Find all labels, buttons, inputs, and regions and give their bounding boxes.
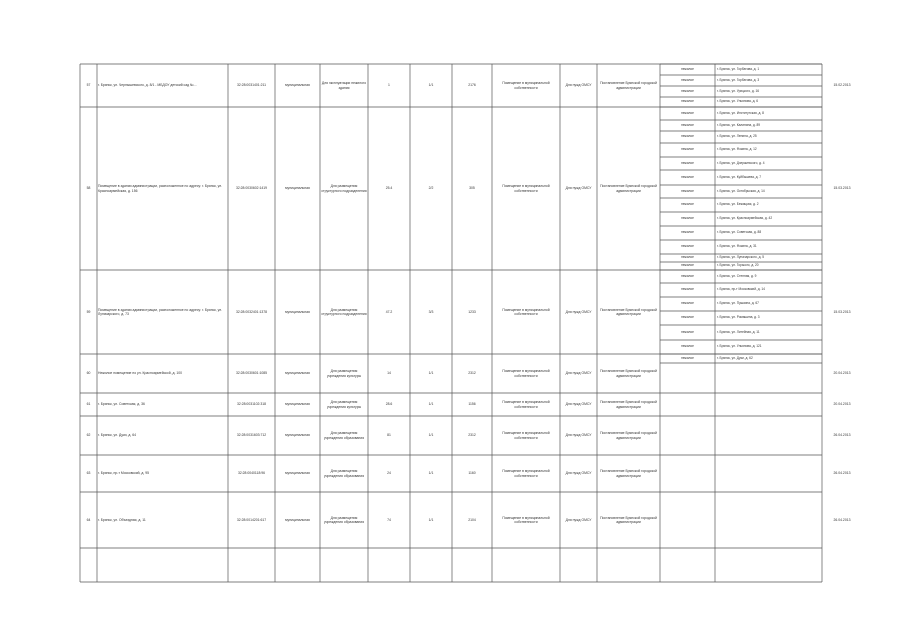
lot-description: г. Брянск, ул. Калинина, д. 89	[717, 122, 761, 127]
record-date: 26.04.2013	[833, 517, 851, 522]
object-address: г. Брянск, ул. Советская, д. 36	[98, 402, 145, 407]
lot-type: нежилое	[681, 174, 694, 179]
lot-description: г. Брянск, ул. Дуки, д. 62	[717, 355, 753, 360]
ownership-level: муниципальная	[285, 433, 310, 438]
object-kind: Помещение в муниципальной собственности	[502, 400, 550, 409]
object-purpose: Для размещения структурного подразделения	[321, 184, 367, 193]
lot-description: г. Брянск, ул. Ромашина, д. 3	[717, 315, 760, 320]
lot-description: г. Брянск, ул. Фокина, д. 12	[717, 147, 757, 152]
record-date: 15.03.2013	[833, 309, 851, 314]
object-purpose: Для размещения учреждения образования	[323, 431, 365, 440]
object-value: 1233	[468, 309, 476, 314]
record-date: 15.03.2013	[833, 186, 851, 191]
object-address: г. Брянск, ул. Объездная, д. 11	[98, 517, 146, 522]
lot-description: г. Брянск, ул. Горького, д. 20	[717, 263, 759, 268]
object-use: Для нужд ОМСУ	[565, 83, 592, 88]
lot-type: нежилое	[681, 99, 694, 104]
object-value: 2104	[468, 517, 476, 522]
record-date: 26.04.2013	[833, 433, 851, 438]
object-floors: 1/1	[428, 83, 434, 88]
object-purpose: Для размещения учреждения культуры	[326, 400, 362, 409]
cadastral-number: 32:28:0031603:712	[236, 433, 267, 438]
object-use: Для нужд ОМСУ	[565, 433, 592, 438]
ownership-level: муниципальная	[285, 186, 310, 191]
legal-document: Постановление Брянской городской администрации	[600, 400, 657, 409]
lot-description: г. Брянск, ул. Куйбышева, д. 7	[717, 174, 762, 179]
object-use: Для нужд ОМСУ	[565, 186, 592, 191]
lot-type: нежилое	[681, 77, 694, 82]
object-purpose: Для размещения учреждения культуры	[326, 369, 362, 378]
object-kind: Помещение в муниципальной собственности	[502, 515, 550, 524]
object-purpose: Для эксплуатации нежилого здания	[321, 81, 367, 90]
lot-description: г. Брянск, ул. Институтская, д. 8	[717, 110, 764, 115]
object-floors: 1/1	[428, 471, 434, 476]
lot-type: нежилое	[681, 287, 694, 292]
legal-document: Постановление Брянской городской администрации	[600, 515, 657, 524]
lot-type: нежилое	[681, 122, 694, 127]
lot-description: г. Брянск, ул. Красноармейская, д. 42	[717, 216, 773, 221]
lot-type: нежилое	[681, 147, 694, 152]
object-use: Для нужд ОМСУ	[565, 471, 592, 476]
cadastral-number: 32:28:0014201:617	[236, 517, 267, 522]
object-floors: 1/1	[428, 371, 434, 376]
object-purpose: Для размещения учреждения образования	[323, 515, 365, 524]
object-value: 1156	[468, 402, 476, 407]
lot-description: г. Брянск, ул. Ульянова, д. 6	[717, 99, 758, 104]
object-floors: 1/1	[428, 402, 434, 407]
object-floors: 3/3	[428, 309, 434, 314]
object-kind: Помещение в муниципальной собственности	[502, 184, 550, 193]
object-use: Для нужд ОМСУ	[565, 402, 592, 407]
object-floors: 1/1	[428, 517, 434, 522]
record-date: 20.04.2013	[833, 371, 851, 376]
lot-type: нежилое	[681, 216, 694, 221]
lot-type: нежилое	[681, 344, 694, 349]
lot-description: г. Брянск, ул. Ленина, д. 25	[717, 134, 757, 139]
object-address: Помещение в здании администрации, расположенное по адресу: г. Брянск, ул. Луначарского, д. 73	[98, 307, 223, 316]
object-area: 25.4	[385, 186, 393, 191]
object-area: 28.6	[385, 402, 393, 407]
lot-type: нежилое	[681, 355, 694, 360]
cadastral-number: 32:28:0030602:1419	[235, 186, 268, 191]
ownership-level: муниципальная	[285, 471, 310, 476]
object-use: Для нужд ОМСУ	[565, 309, 592, 314]
row-number: 63	[86, 471, 91, 476]
lot-type: нежилое	[681, 329, 694, 334]
object-address: г. Брянск, ул. Чернышевского, д. 8/1 - МБДОУ детский сад №...	[98, 83, 197, 88]
row-number: 61	[86, 402, 91, 407]
row-number: 62	[86, 433, 91, 438]
object-value: 1160	[468, 471, 476, 476]
lot-type: нежилое	[681, 273, 694, 278]
lot-type: нежилое	[681, 255, 694, 260]
object-address: г. Брянск, ул. Дуки, д. 64	[98, 433, 136, 438]
object-use: Для нужд ОМСУ	[565, 517, 592, 522]
object-kind: Помещение в муниципальной собственности	[502, 81, 550, 90]
lot-type: нежилое	[681, 110, 694, 115]
lot-description: г. Брянск, ул. Советская, д. 88	[717, 230, 762, 235]
lot-description: г. Брянск, ул. Горбатова, д. 3	[717, 77, 760, 82]
lot-type: нежилое	[681, 202, 694, 207]
lot-type: нежилое	[681, 230, 694, 235]
ownership-level: муниципальная	[285, 309, 310, 314]
object-purpose: Для размещения учреждения образования	[323, 469, 365, 478]
row-number: 59	[86, 309, 91, 314]
legal-document: Постановление Брянской городской администрации	[600, 469, 657, 478]
lot-type: нежилое	[681, 188, 694, 193]
object-area: 14	[387, 371, 391, 376]
lot-description: г. Брянск, ул. Литейная, д. 11	[717, 329, 760, 334]
object-address: г. Брянск, пр-т Московский, д. 95	[98, 471, 149, 476]
object-area: 1	[388, 83, 390, 88]
legal-document: Постановление Брянской городской администрации	[600, 369, 657, 378]
object-area: 47.2	[385, 309, 393, 314]
object-address: Помещение в здании администрации, расположенное по адресу: г. Брянск, ул. Красноармейская, д. 156	[98, 184, 223, 193]
lot-description: г. Брянск, ул. Урицкого, д. 16	[717, 88, 760, 93]
object-purpose: Для размещения структурного подразделения	[321, 307, 367, 316]
cadastral-number: 32:28:0040118:96	[237, 471, 266, 476]
legal-document: Постановление Брянской городской администрации	[600, 431, 657, 440]
row-number: 64	[86, 517, 91, 522]
object-value: 2312	[468, 371, 476, 376]
object-kind: Помещение в муниципальной собственности	[502, 469, 550, 478]
lot-type: нежилое	[681, 244, 694, 249]
record-date: 20.04.2013	[833, 402, 851, 407]
ownership-level: муниципальная	[285, 517, 310, 522]
lot-description: г. Брянск, ул. Бежицкая, д. 2	[717, 202, 759, 207]
lot-description: г. Брянск, ул. Горбатова, д. 1	[717, 66, 760, 71]
lot-type: нежилое	[681, 88, 694, 93]
lot-type: нежилое	[681, 301, 694, 306]
record-date: 15.02.2013	[833, 83, 851, 88]
lot-type: нежилое	[681, 134, 694, 139]
object-area: 81	[387, 433, 391, 438]
legal-document: Постановление Брянской городской администрации	[600, 81, 657, 90]
object-floors: 1/1	[428, 433, 434, 438]
lot-description: г. Брянск, ул. Степная, д. 9	[717, 273, 757, 278]
object-kind: Помещение в муниципальной собственности	[502, 431, 550, 440]
legal-document: Постановление Брянской городской администрации	[600, 307, 657, 316]
cadastral-number: 32:28:0030601:1085	[235, 371, 268, 376]
object-value: 2312	[468, 433, 476, 438]
object-use: Для нужд ОМСУ	[565, 371, 592, 376]
lot-description: г. Брянск, ул. Фокина, д. 31	[717, 244, 757, 249]
lot-type: нежилое	[681, 160, 694, 165]
lot-description: г. Брянск, ул. Октябрьская, д. 14	[717, 188, 765, 193]
lot-description: г. Брянск, ул. Ульянова, д. 121	[717, 344, 762, 349]
row-number: 57	[86, 83, 91, 88]
ownership-level: муниципальная	[285, 402, 310, 407]
cadastral-number: 32:28:0031401:211	[237, 83, 266, 88]
lot-description: г. Брянск, ул. Пушкина, д. 67	[717, 301, 759, 306]
object-address: Нежилое помещение по ул. Красноармейской, д. 100	[98, 371, 182, 376]
row-number: 58	[86, 186, 91, 191]
cadastral-number: 32:28:0031102:318	[237, 402, 266, 407]
object-kind: Помещение в муниципальной собственности	[502, 369, 550, 378]
ownership-level: муниципальная	[285, 371, 310, 376]
object-area: 74	[387, 517, 391, 522]
lot-type: нежилое	[681, 263, 694, 268]
object-value: 305	[469, 186, 475, 191]
object-floors: 2/2	[428, 186, 434, 191]
lot-description: г. Брянск, ул. Дзержинского, д. 4	[717, 160, 765, 165]
lot-type: нежилое	[681, 66, 694, 71]
row-number: 60	[86, 371, 91, 376]
lot-description: г. Брянск, пр-т Московский, д. 14	[717, 287, 765, 292]
object-value: 2176	[468, 83, 476, 88]
lot-description: г. Брянск, ул. Луначарского, д. 5	[717, 255, 764, 260]
object-area: 24	[387, 471, 391, 476]
object-kind: Помещение в муниципальной собственности	[502, 307, 550, 316]
lot-type: нежилое	[681, 315, 694, 320]
record-date: 26.04.2013	[833, 471, 851, 476]
legal-document: Постановление Брянской городской администрации	[600, 184, 657, 193]
ownership-level: муниципальная	[285, 83, 310, 88]
cadastral-number: 32:28:0032401:1378	[235, 309, 268, 314]
